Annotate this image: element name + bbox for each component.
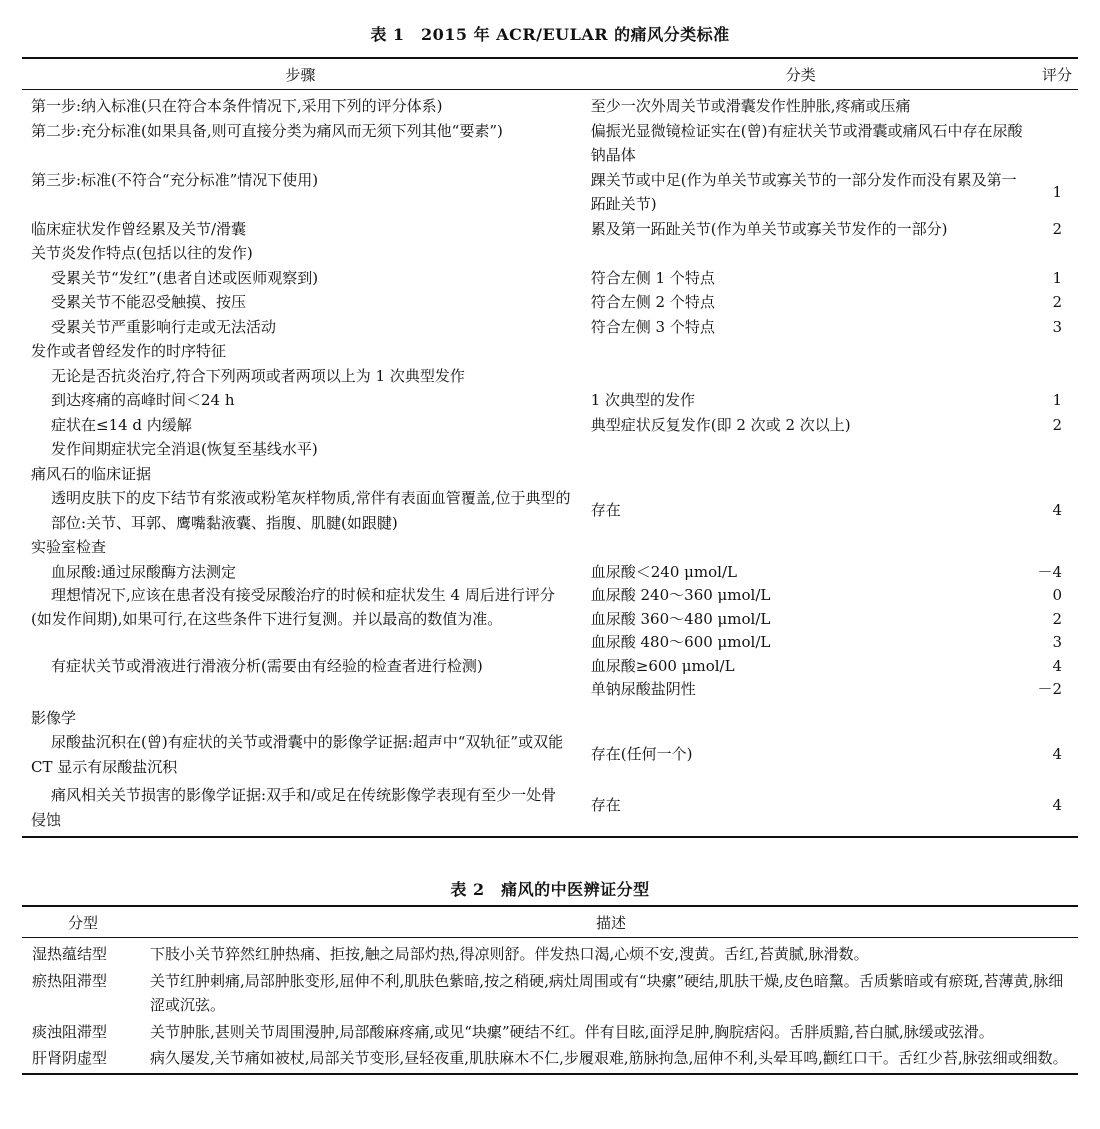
category-cell [579, 535, 1023, 560]
table-row [22, 388, 1078, 413]
step-cell: 第二步:充分标准(如果具备,则可直接分类为痛风而无须下列其他“要素”) [31, 121, 503, 140]
description-cell: 下肢小关节猝然红肿热痛、拒按,触之局部灼热,得凉则舒。伴发热口渴,心烦不安,溲黄。舌红,苔黄腻,脉滑数。 [150, 945, 869, 963]
table-row [22, 462, 1078, 487]
category-cell: 存在 [590, 501, 621, 520]
table1-header-row [22, 58, 1078, 90]
category-cell [579, 702, 1023, 731]
score-cell: 1 [1052, 268, 1062, 287]
header-score: 评分 [1023, 58, 1078, 90]
step-cell: 受累关节“发红”(患者自述或医师观察到) [51, 268, 319, 287]
score-cell: 1 [1052, 182, 1062, 201]
score-cell: 4 [1052, 745, 1062, 764]
category-cell: 至少一次外周关节或滑囊发作性肿胀,疼痛或压痛 [590, 97, 911, 115]
category-cell [579, 241, 1023, 266]
type-cell: 肝肾阴虚型 [32, 1049, 108, 1067]
category-cell: 1 次典型的发作 [590, 391, 696, 409]
step-cell: 发作间期症状完全消退(恢复至基线水平) [51, 440, 318, 458]
category-cell [579, 462, 1023, 487]
score-cell [1023, 364, 1078, 389]
category-cell: 符合左侧 2 个特点 [590, 293, 715, 311]
table-row [22, 119, 1078, 168]
header-type: 分型 [22, 906, 144, 938]
category-cell [579, 364, 1023, 389]
step-cell: 有症状关节或滑液进行滑液分析(需要由有经验的检查者进行检测) [51, 656, 483, 675]
score-cell: 0 [1052, 586, 1062, 604]
category-cell: 血尿酸 240～360 μmol/L [590, 586, 771, 604]
category-cell: 血尿酸＜240 μmol/L [590, 562, 737, 581]
category-cell: 血尿酸 480～600 μmol/L [590, 633, 771, 651]
category-cell: 单钠尿酸盐阴性 [590, 680, 696, 698]
category-cell: 血尿酸 360～480 μmol/L [590, 609, 771, 628]
table-row [22, 486, 1078, 535]
category-cell: 累及第一跖趾关节(作为单关节或寡关节发作的一部分) [590, 219, 948, 238]
step-cell: 第一步:纳入标准(只在符合本条件情况下,采用下列的评分体系) [31, 97, 443, 115]
table-row [22, 315, 1078, 340]
category-cell: 踝关节或中足(作为单关节或寡关节的一部分发作而没有累及第一跖趾关节) [590, 170, 1017, 213]
score-cell: 3 [1052, 633, 1062, 651]
header-step: 步骤 [22, 58, 579, 90]
table-row [22, 702, 1078, 731]
score-cell: 3 [1052, 317, 1062, 336]
step-cell: 发作或者曾经发作的时序特征 [31, 342, 227, 360]
table-row [22, 339, 1078, 364]
table1-caption: 表 1 2015 年 ACR/EULAR 的痛风分类标准 [370, 25, 730, 44]
step-cell: 临床症状发作曾经累及关节/滑囊 [31, 219, 247, 238]
category-cell: 典型症状反复发作(即 2 次或 2 次以上) [590, 415, 851, 434]
table-row [22, 969, 1078, 1020]
step-cell: 透明皮肤下的皮下结节有浆液或粉笔灰样物质,常伴有表面血管覆盖,位于典型的部位:关节、耳郭、鹰嘴黏液囊、指腹、肌腱(如跟腱) [51, 489, 571, 532]
score-cell: 2 [1052, 609, 1062, 628]
description-cell: 关节红肿刺痛,局部肿胀变形,屈伸不利,肌肤色紫暗,按之稍硬,病灶周围或有“块瘰”硬结,肌肤干燥,皮色暗黧。舌质紫暗或有瘀斑,苔薄黄,脉细涩或沉弦。 [150, 971, 1064, 1014]
table-row [22, 290, 1078, 315]
step-cell: 关节炎发作特点(包括以往的发作) [31, 244, 253, 262]
category-cell [579, 437, 1023, 462]
table-row [22, 364, 1078, 389]
score-cell: 1 [1052, 391, 1062, 409]
table2-caption: 表 2 痛风的中医辨证分型 [450, 880, 650, 899]
category-cell: 存在 [590, 796, 621, 815]
table-row [22, 584, 1078, 608]
table-row [22, 1020, 1078, 1047]
category-cell: 符合左侧 3 个特点 [590, 317, 715, 336]
step-cell: 症状在≤14 d 内缓解 [51, 415, 192, 434]
category-cell: 符合左侧 1 个特点 [590, 268, 715, 287]
score-cell [1023, 535, 1078, 560]
type-cell: 湿热蕴结型 [32, 945, 108, 963]
table-row [22, 1046, 1078, 1074]
table-row [22, 168, 1078, 217]
header-category: 分类 [579, 58, 1023, 90]
step-cell: 影像学 [31, 708, 77, 727]
header-description: 描述 [144, 906, 1078, 938]
description-cell: 关节肿胀,甚则关节周围漫肿,局部酸麻疼痛,或见“块瘰”硬结不红。伴有目眩,面浮足肿,胸脘痞闷。舌胖质黯,苔白腻,脉缓或弦滑。 [150, 1022, 994, 1041]
table-row [22, 241, 1078, 266]
step-cell: 到达疼痛的高峰时间＜24 h [51, 391, 235, 409]
step-cell: 理想情况下,应该在患者没有接受尿酸治疗的时候和症状发生 4 周后进行评分(如发作间期),如果可行,在这些条件下进行复测。并以最高的数值为准。 [31, 586, 555, 628]
category-cell: 血尿酸≥600 μmol/L [590, 656, 735, 675]
table-row [22, 535, 1078, 560]
score-cell: 4 [1052, 501, 1062, 520]
table-row [22, 413, 1078, 438]
category-cell [579, 339, 1023, 364]
tcm-syndrome-table [22, 905, 1078, 1075]
table-row [22, 437, 1078, 462]
description-cell: 病久屡发,关节痛如被杖,局部关节变形,昼轻夜重,肌肤麻木不仁,步履艰难,筋脉拘急,屈伸不利,头晕耳鸣,颧红口干。舌红少苔,脉弦细或细数。 [150, 1049, 1068, 1067]
table2-header-row [22, 906, 1078, 938]
category-cell: 存在(任何一个) [590, 745, 693, 764]
score-cell [1023, 241, 1078, 266]
step-cell: 无论是否抗炎治疗,符合下列两项或者两项以上为 1 次典型发作 [51, 366, 465, 385]
score-cell: 2 [1052, 293, 1062, 311]
score-cell: －2 [1037, 680, 1062, 698]
score-cell: －4 [1037, 562, 1062, 581]
score-cell [1023, 339, 1078, 364]
score-cell: 4 [1052, 796, 1062, 815]
score-cell [1023, 90, 1078, 119]
step-cell: 第三步:标准(不符合“充分标准”情况下使用) [31, 170, 319, 189]
step-cell: 痛风石的临床证据 [31, 464, 152, 483]
gout-classification-table [22, 57, 1078, 838]
type-cell: 瘀热阻滞型 [32, 971, 108, 990]
table-row [22, 779, 1078, 837]
score-cell: 2 [1052, 219, 1062, 238]
table-row [22, 655, 1078, 679]
score-cell [1023, 119, 1078, 168]
category-cell: 偏振光显微镜检证实在(曾)有症状关节或滑囊或痛风石中存在尿酸钠晶体 [590, 121, 1023, 164]
table-row [22, 938, 1078, 969]
step-cell: 痛风相关关节损害的影像学证据:双手和/或足在传统影像学表现有至少一处骨侵蚀 [31, 786, 557, 829]
score-cell [1023, 437, 1078, 462]
score-cell: 2 [1052, 415, 1062, 434]
step-cell: 受累关节不能忍受触摸、按压 [51, 293, 247, 311]
step-cell: 受累关节严重影响行走或无法活动 [51, 317, 277, 336]
step-cell: 实验室检查 [31, 538, 107, 556]
table-row [22, 90, 1078, 119]
table-row [22, 730, 1078, 779]
table-row [22, 266, 1078, 291]
table-row [22, 560, 1078, 585]
score-cell [1023, 462, 1078, 487]
step-cell: 血尿酸:通过尿酸酶方法测定 [51, 562, 237, 581]
score-cell: 4 [1052, 656, 1062, 675]
step-cell: 尿酸盐沉积在(曾)有症状的关节或滑囊中的影像学证据:超声中“双轨征”或双能 CT 显示有尿酸盐沉积 [31, 733, 564, 776]
table-row [22, 217, 1078, 242]
score-cell [1023, 702, 1078, 731]
type-cell: 痰浊阻滞型 [32, 1022, 108, 1041]
